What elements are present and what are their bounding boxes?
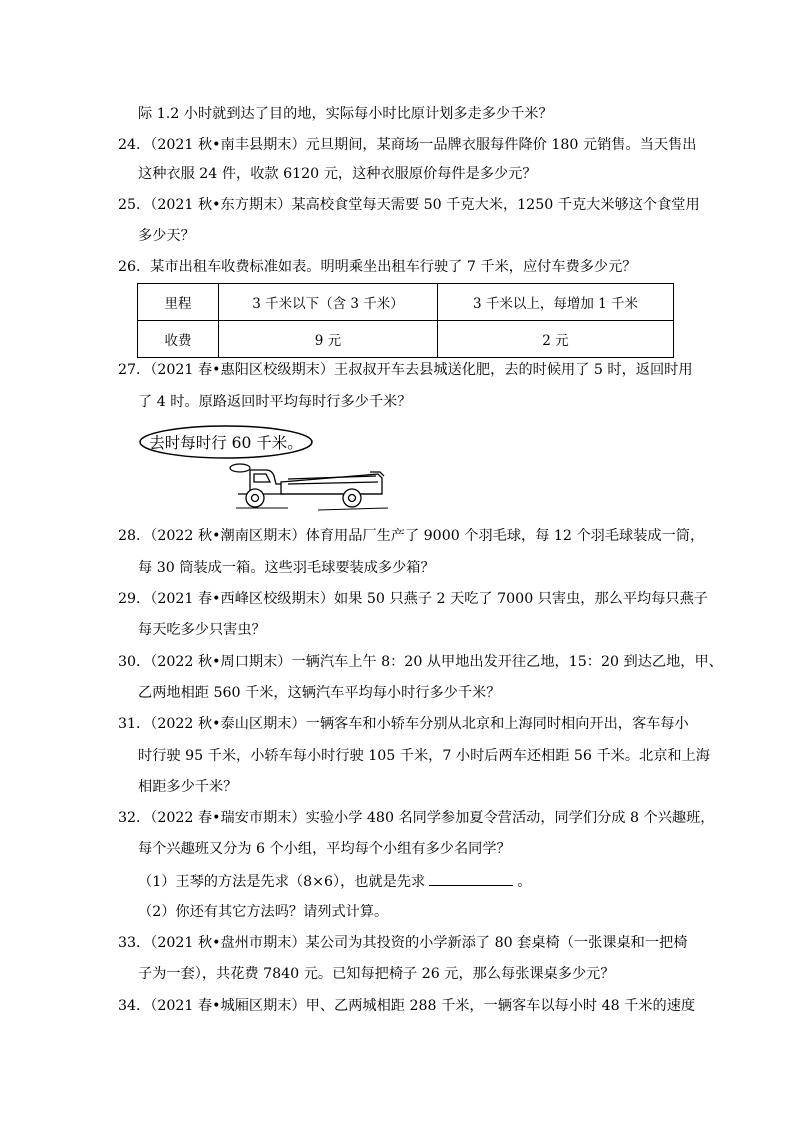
q23-tail: 际 1.2 小时就到达了目的地，实际每小时比原计划多走多少千米？ [138,106,553,122]
fare-cell: 3 千米以下（含 3 千米） [219,284,438,321]
answer-blank[interactable] [429,871,513,886]
q32-sub1-end: 。 [517,874,532,890]
q34-line1: 34．（2021 春•城厢区期末）甲、乙两城相距 288 千米，一辆客车以每小时 48 千米的速度 [118,998,696,1014]
q31-line2: 时行驶 95 千米，小轿车每小时行驶 105 千米，7 小时后两车还相距 56 千米。北京和上海 [138,748,710,764]
q32-sub1 [138,871,531,892]
q25-line1: 25．（2021 秋•东方期末）某高校食堂每天需要 50 千克大米，1250 千克大米够这个食堂用 [118,197,700,213]
bubble-tail [230,464,250,472]
q32-line2: 每个兴趣班又分为 6 个小组，平均每个小组有多少名同学？ [138,841,511,857]
fare-table-row [138,321,674,358]
q29-line2: 每天吃多少只害虫？ [138,622,266,638]
q32-sub1-text: （1）王琴的方法是先求（8×6），也就是先求 [138,874,426,890]
q28-line1: 28．（2022 秋•潮南区期末）体育用品厂生产了 9000 个羽毛球，每 12 个羽毛球装成一筒， [118,528,705,544]
fare-cell: 3 千米以上，每增加 1 千米 [438,284,674,321]
q33-line1: 33．（2021 秋•盘州市期末）某公司为其投资的小学新添了 80 套桌椅（一张课桌和一把椅 [118,935,688,951]
q26-line1: 26．某市出租车收费标准如表。明明乘坐出租车行驶了 7 千米，应付车费多少元？ [118,259,637,275]
q27-line1: 27．（2021 春•惠阳区校级期末）王叔叔开车去县城送化肥，去的时候用了 5 时，返回时用 [118,362,693,378]
q30-line2: 乙两地相距 560 千米，这辆汽车平均每小时行多少千米？ [138,685,501,701]
fare-table-row [138,284,674,321]
q30-line1: 30．（2022 秋•周口期末）一辆汽车上午 8：20 从甲地出发开往乙地，15：20 到达乙地，甲、 [118,654,723,670]
q28-line2: 每 30 筒装成一箱。这些羽毛球要装成多少箱？ [138,560,435,576]
q29-line1: 29．（2021 春•西峰区校级期末）如果 50 只燕子 2 天吃了 7000 只害虫，那么平均每只燕子 [118,591,708,607]
q25-line2: 多少天？ [138,228,195,244]
bubble-text: 去时每时行 60 千米。 [149,434,303,452]
q31-line3: 相距多少千米？ [138,779,238,795]
q31-line1: 31．（2022 秋•泰山区期末）一辆客车和小轿车分别从北京和上海同时相向开出，客车每小 [118,716,689,732]
q27-line2: 了 4 时。原路返回时平均每时行多少千米？ [138,394,412,410]
q32-line1: 32．（2022 春•瑞安市期末）实验小学 480 名同学参加夏令营活动，同学们分成 8 个兴趣班， [118,810,715,826]
fare-cell: 收费 [138,321,219,358]
truck-icon [236,470,388,510]
fare-cell: 2 元 [438,321,674,358]
q24-line2: 这种衣服 24 件，收款 6120 元，这种衣服原价每件是多少元？ [138,166,537,182]
fare-cell: 里程 [138,284,219,321]
q33-line2: 子为一套），共花费 7840 元。已知每把椅子 26 元，那么每张课桌多少元？ [138,966,615,982]
truck-illustration [138,424,398,516]
q24-line1: 24．（2021 秋•南丰县期末）元旦期间，某商场一品牌衣服每件降价 180 元销售。当天售出 [118,137,697,153]
fare-table [137,283,674,358]
q32-sub2: （2）你还有其它方法吗？请列式计算。 [138,904,389,920]
fare-cell: 9 元 [219,321,438,358]
